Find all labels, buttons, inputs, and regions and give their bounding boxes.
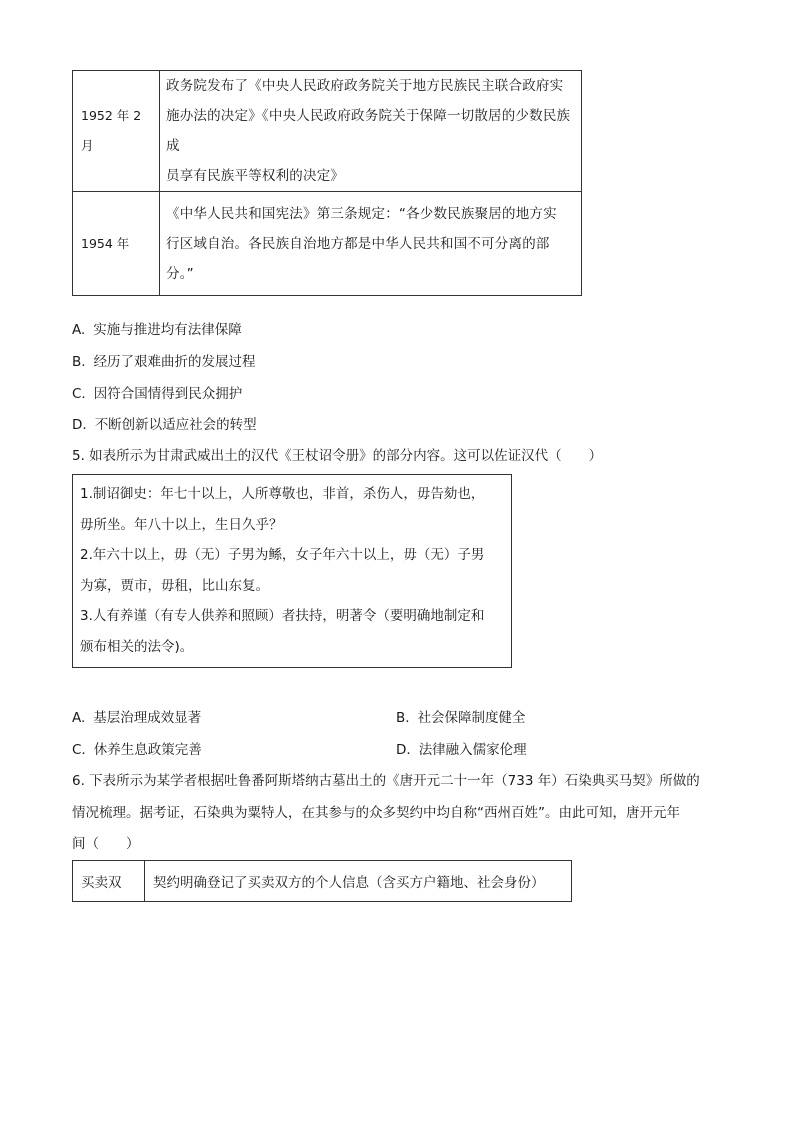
option-text: 不断创新以适应社会的转型	[94, 417, 257, 433]
event-text-line: 施办法的决定》《中央人民政府政务院关于保障一切散居的少数民族成	[166, 108, 571, 154]
year-text: 1952 年 2	[81, 108, 142, 123]
table-value-cell: 契约明确登记了买卖双方的个人信息（含买方户籍地、社会身份）	[145, 861, 572, 902]
event-cell	[160, 71, 582, 192]
excerpt-line: 2.年六十以上，毋（无）子男为鲧，女子年六十以上，毋（无）子男	[80, 547, 485, 563]
option-d[interactable]	[72, 415, 257, 435]
option-label: A.	[72, 710, 86, 726]
option-b[interactable]	[72, 352, 256, 372]
year-cell	[73, 192, 160, 296]
question-6-stem-line: 间（ ）	[72, 836, 140, 852]
excerpt-line: 为寡，贾市，毋租，比山东复。	[80, 577, 269, 594]
year-cell	[73, 71, 160, 192]
event-text-line: 员享有民族平等权利的决定》	[166, 168, 345, 184]
table-row	[73, 192, 582, 296]
option-b[interactable]	[396, 708, 526, 728]
option-text: 法律融入儒家伦理	[418, 742, 527, 758]
event-text-line: 《中华人民共和国宪法》第三条规定：“各少数民族聚居的地方实	[166, 205, 557, 222]
option-label: C.	[72, 742, 86, 758]
option-c[interactable]	[72, 384, 242, 404]
option-a[interactable]	[72, 708, 201, 728]
event-cell	[160, 192, 582, 296]
year-text-cont: 月	[81, 138, 94, 153]
option-c[interactable]	[72, 740, 202, 760]
question-5-stem: 5. 如表所示为甘肃武威出土的汉代《王杖诏令册》的部分内容。这可以佐证汉代（ ）	[72, 448, 603, 464]
option-label: C.	[72, 386, 86, 402]
excerpt-line: 1.制诏御史：年七十以上，人所尊敬也，非首，杀伤人，毋告劾也，	[80, 486, 485, 502]
option-a[interactable]	[72, 320, 242, 340]
table-key-cell: 买卖双	[73, 861, 145, 902]
question-6-stem-line: 6. 下表所示为某学者根据吐鲁番阿斯塔纳古墓出土的《唐开元二十一年（733 年）石染典买马契》所做的	[72, 773, 700, 789]
event-text-line: 分。”	[166, 265, 194, 282]
source-excerpt-box	[72, 474, 512, 668]
policy-timeline-table	[72, 70, 582, 296]
excerpt-line: 3.人有养谨（有专人供养和照顾）者扶持，明著令（要明确地制定和	[80, 608, 485, 624]
option-label: B.	[396, 710, 410, 726]
event-text-line: 行区域自治。各民族自治地方都是中华人民共和国不可分离的部	[166, 235, 550, 252]
option-label: D.	[72, 417, 87, 433]
option-d[interactable]	[396, 740, 527, 760]
option-text: 社会保障制度健全	[417, 710, 526, 726]
option-label: D.	[396, 742, 411, 758]
event-text-line: 政务院发布了《中央人民政府政务院关于地方民族民主联合政府实	[166, 78, 564, 94]
option-text: 休养生息政策完善	[93, 742, 202, 758]
question-6-stem-line: 情况梳理。据考证，石染典为粟特人，在其参与的众多契约中均自称“西州百姓”。由此可知，唐开元年	[72, 805, 680, 821]
option-text: 因符合国情得到民众拥护	[93, 386, 243, 402]
table-row	[73, 861, 572, 902]
option-label: B.	[72, 354, 86, 370]
excerpt-line: 毋所坐。年八十以上，生日久乎？	[80, 516, 283, 533]
excerpt-line: 颁布相关的法令)。	[80, 638, 194, 655]
option-text: 经历了艰难曲折的发展过程	[93, 354, 256, 370]
year-text: 1954 年	[81, 235, 130, 251]
option-text: 实施与推进均有法律保障	[93, 322, 242, 338]
contract-info-table	[72, 860, 572, 902]
option-text: 基层治理成效显著	[93, 710, 202, 726]
option-label: A.	[72, 322, 86, 338]
table-row	[73, 71, 582, 192]
